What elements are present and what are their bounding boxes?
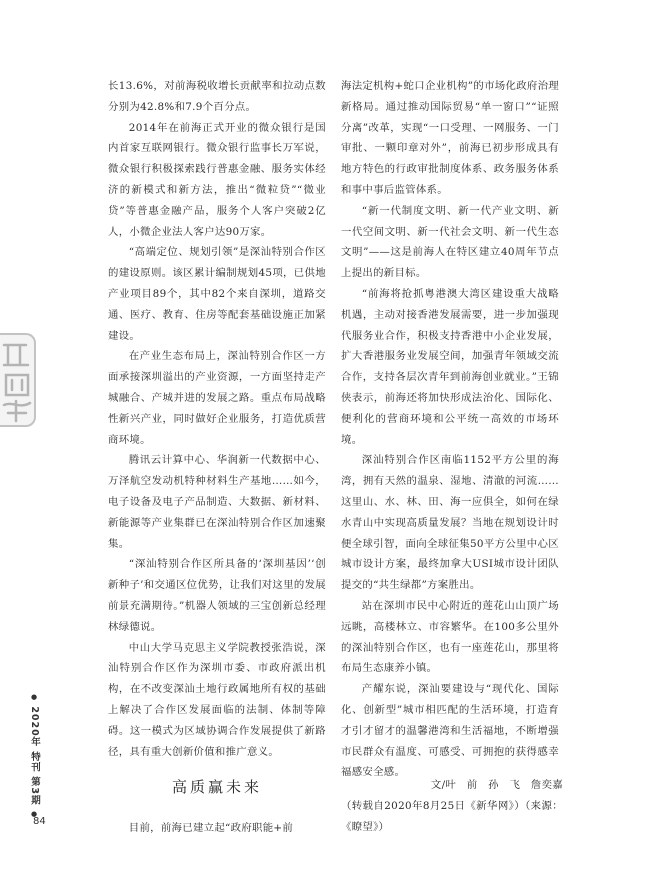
decorative-seal <box>0 333 36 427</box>
left-article-column <box>108 76 326 762</box>
paragraph: 在产业生态布局上，深汕特别合作区一方面承接深圳溢出的产业资源，一方面坚持走产城融合、产城并进的发展之路。重点布局战略性新兴产业，同时做好企业服务，打造优质营商环境。 <box>108 350 326 446</box>
paragraph: 中山大学马克思主义学院教授张浩说，深汕特别合作区作为深圳市委、市政府派出机构，在不改变深汕土地行政属地所有权的基础上解决了合作区发展面临的法制、体制等障碍。这一模式为区域协调合作发展提供了新路径，具有重大创新价值和推广意义。 <box>108 641 326 758</box>
section-title: 高质赢未来 <box>171 778 262 796</box>
paragraph: 2014年在前海正式开业的微众银行是国内首家互联网银行。微众银行监事长万军说，微众银行积极探索践行普惠金融、服务实体经济的新模式和新方法，推出“微粒贷”“微业贷”等普惠金融产品，服务个人客户突破2亿人，小微企业法人客户达90万家。 <box>108 121 326 238</box>
sidebar-bullet-top: ● <box>30 693 38 702</box>
paragraph: “深汕特别合作区所具备的‘深圳基因’‘创新种子’和交通区位优势，让我们对这里的发展前景充满期待。”机器人领域的三宝创新总经理林绿德说。 <box>108 558 326 633</box>
author-line: 文/叶 前 孙 飞 詹奕嘉 <box>430 779 563 791</box>
section-opening-paragraph: 目前，前海已建立起“政府职能+前 <box>128 822 294 834</box>
paragraph: 站在深圳市民中心附近的莲花山山顶广场远眺，高楼林立、市容繁华。在100多公里外的深汕特别合作区，也有一座莲花山，那里将布局生态康养小镇。 <box>341 599 559 675</box>
paragraph: 长13.6%，对前海税收增长贡献率和拉动点数分别为42.8%和7.9个百分点。 <box>108 80 326 113</box>
paragraph: “前海将抢抓粤港澳大湾区建设重大战略机遇，主动对接香港发展需要，进一步加强现代服务业合作，积极支持香港中小企业发展，扩大香港服务业发展空间，加强青年领域交流合作，支持各层次青年到前海创业就业。”王锦侠表示，前海还将加快形成法治化、国际化、便利化的营商环境和公平统一高效的市场环境。 <box>341 287 559 446</box>
issue-label: 2020年 特刊 第3期 <box>29 706 40 806</box>
paragraph: 腾讯云计算中心、华润新一代数据中心、万泽航空发动机特种材料生产基地……如今，电子设备及电子产品制造、大数据、新材料、新能源等产业集群已在深汕特别合作区加速聚集。 <box>108 454 326 550</box>
paragraph: “高端定位、规划引领”是深汕特别合作区的建设原则。该区累计编制规划45项，已供地产业项目89个，其中82个来自深圳，道路交通、医疗、教育、住房等配套基础设施正加紧建设。 <box>108 246 326 342</box>
issue-sidebar <box>27 693 41 819</box>
sidebar-bullet-bottom: ● <box>30 809 38 819</box>
source-line: （转载自2020年8月25日《新华网》）（来源：《瞭望》） <box>341 799 563 833</box>
paragraph: 深汕特别合作区南临1152平方公里的海湾，拥有天然的温泉、湿地、清澈的河流……这里山、水、林、田、海一应俱全，如何在绿水青山中实现高质量发展？当地在规划设计时便全球引智，面向全球征集50平方公里中心区城市设计方案，最终加拿大USI城市设计团队提交的“共生绿都”方案胜出。 <box>341 454 559 592</box>
paragraph: “新一代制度文明、新一代产业文明、新一代空间文明、新一代社会文明、新一代生态文明”——这是前海人在特区建立40周年节点上提出的新目标。 <box>341 204 559 280</box>
paragraph: 海法定机构+蛇口企业机构”的市场化政府治理新格局。通过推动国际贸易“单一窗口”“证照分离”改革，实现“一口受理、一网服务、一门审批、一颗印章对外”，前海已初步形成具有地方特色的行政审批制度体系、政务服务体系和事中事后监管体系。 <box>341 80 559 196</box>
seal-glyph <box>0 335 34 425</box>
article-credits <box>341 775 563 837</box>
right-article-column <box>341 76 559 783</box>
page-number: 84 <box>33 816 46 827</box>
paragraph: 产耀东说，深汕要建设与“现代化、国际化、创新型”城市相匹配的生活环境，打造育才引才留才的温馨港湾和生活福地，不断增强市民群众有温度、可感受、可拥抱的获得感幸福感安全感。 <box>341 683 559 779</box>
